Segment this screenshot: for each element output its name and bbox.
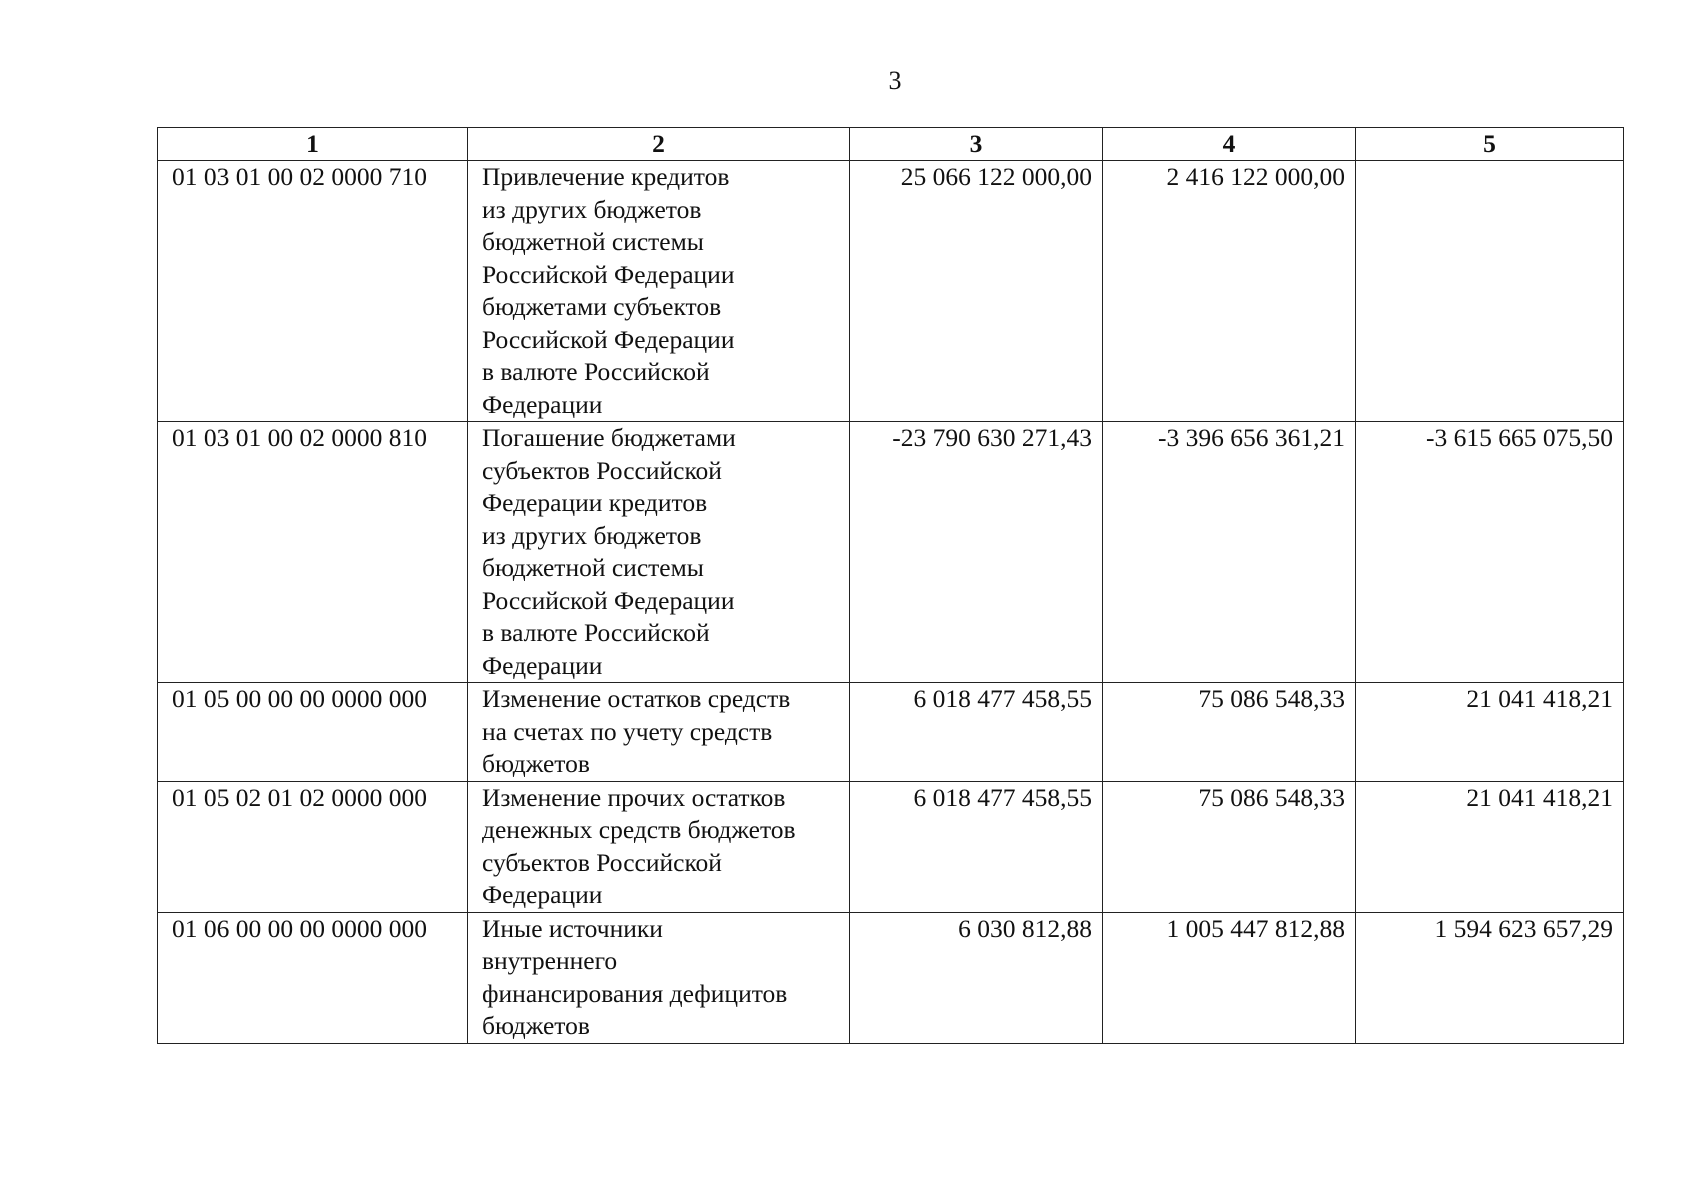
amount-col3-cell — [850, 781, 1103, 912]
amount-col3: -23 790 630 271,43 — [892, 423, 1092, 452]
item-name: Погашение бюджетами субъектов Российской Федерации кредитов из других бюджетов бюджетной системы Российской Федерации в валюте Российской Федерации — [482, 423, 736, 680]
column-header-3: 3 — [850, 128, 1103, 161]
amount-col3-cell — [850, 422, 1103, 683]
column-header-1: 1 — [158, 128, 468, 161]
budget-code: 01 05 00 00 00 0000 000 — [172, 684, 427, 713]
amount-col3: 6 018 477 458,55 — [913, 684, 1092, 713]
budget-code-cell — [158, 781, 468, 912]
budget-code-cell — [158, 161, 468, 422]
budget-code: 01 06 00 00 00 0000 000 — [172, 913, 427, 943]
amount-col4: 2 416 122 000,00 — [1166, 162, 1345, 191]
amount-col5-cell — [1356, 422, 1624, 683]
item-name-cell — [468, 422, 850, 683]
column-header-2: 2 — [468, 128, 850, 161]
amount-col3: 6 018 477 458,55 — [913, 782, 1092, 812]
item-name: Изменение остатков средств на счетах по учету средств бюджетов — [482, 684, 791, 778]
amount-col5: -3 615 665 075,50 — [1426, 423, 1613, 452]
table-row — [158, 161, 1624, 422]
amount-col4-cell — [1103, 683, 1356, 782]
amount-col3-cell — [850, 161, 1103, 422]
table-row — [158, 422, 1624, 683]
table-row — [158, 683, 1624, 782]
amount-col4-cell — [1103, 781, 1356, 912]
amount-col4-cell — [1103, 161, 1356, 422]
amount-col3-cell — [850, 683, 1103, 782]
table-row — [158, 912, 1624, 1043]
budget-code: 01 03 01 00 02 0000 710 — [172, 162, 427, 191]
amount-col4: 75 086 548,33 — [1198, 782, 1345, 812]
item-name-cell — [468, 781, 850, 912]
column-header-4: 4 — [1103, 128, 1356, 161]
item-name-cell — [468, 161, 850, 422]
table-header-row — [158, 128, 1624, 161]
amount-col5: 21 041 418,21 — [1466, 684, 1613, 713]
column-header-5: 5 — [1356, 128, 1624, 161]
amount-col4: 75 086 548,33 — [1198, 684, 1345, 713]
amount-col3-cell — [850, 912, 1103, 1043]
budget-code-cell — [158, 683, 468, 782]
item-name: Иные источники внутреннего финансирования дефицитов бюджетов — [482, 913, 788, 1040]
amount-col5-cell — [1356, 781, 1624, 912]
budget-code-cell — [158, 912, 468, 1043]
item-name: Привлечение кредитов из других бюджетов бюджетной системы Российской Федерации бюджетами субъектов Российской Федерации в валюте Российской Федерации — [482, 162, 735, 419]
item-name-cell — [468, 683, 850, 782]
amount-col5-cell — [1356, 161, 1624, 422]
amount-col5-cell — [1356, 912, 1624, 1043]
amount-col4: -3 396 656 361,21 — [1158, 423, 1345, 452]
table-row — [158, 781, 1624, 912]
budget-code: 01 03 01 00 02 0000 810 — [172, 423, 427, 452]
item-name-cell — [468, 912, 850, 1043]
amount-col4-cell — [1103, 912, 1356, 1043]
sources-financing-table — [157, 127, 1624, 1044]
amount-col5: 21 041 418,21 — [1466, 782, 1613, 812]
amount-col3: 6 030 812,88 — [958, 913, 1092, 943]
budget-code: 01 05 02 01 02 0000 000 — [172, 782, 427, 812]
page-number: 3 — [888, 66, 902, 95]
budget-code-cell — [158, 422, 468, 683]
amount-col5-cell — [1356, 683, 1624, 782]
amount-col4-cell — [1103, 422, 1356, 683]
amount-col5: 1 594 623 657,29 — [1434, 913, 1613, 943]
amount-col3: 25 066 122 000,00 — [900, 162, 1092, 191]
amount-col4: 1 005 447 812,88 — [1166, 913, 1345, 943]
item-name: Изменение прочих остатков денежных средств бюджетов субъектов Российской Федерации — [482, 782, 796, 909]
